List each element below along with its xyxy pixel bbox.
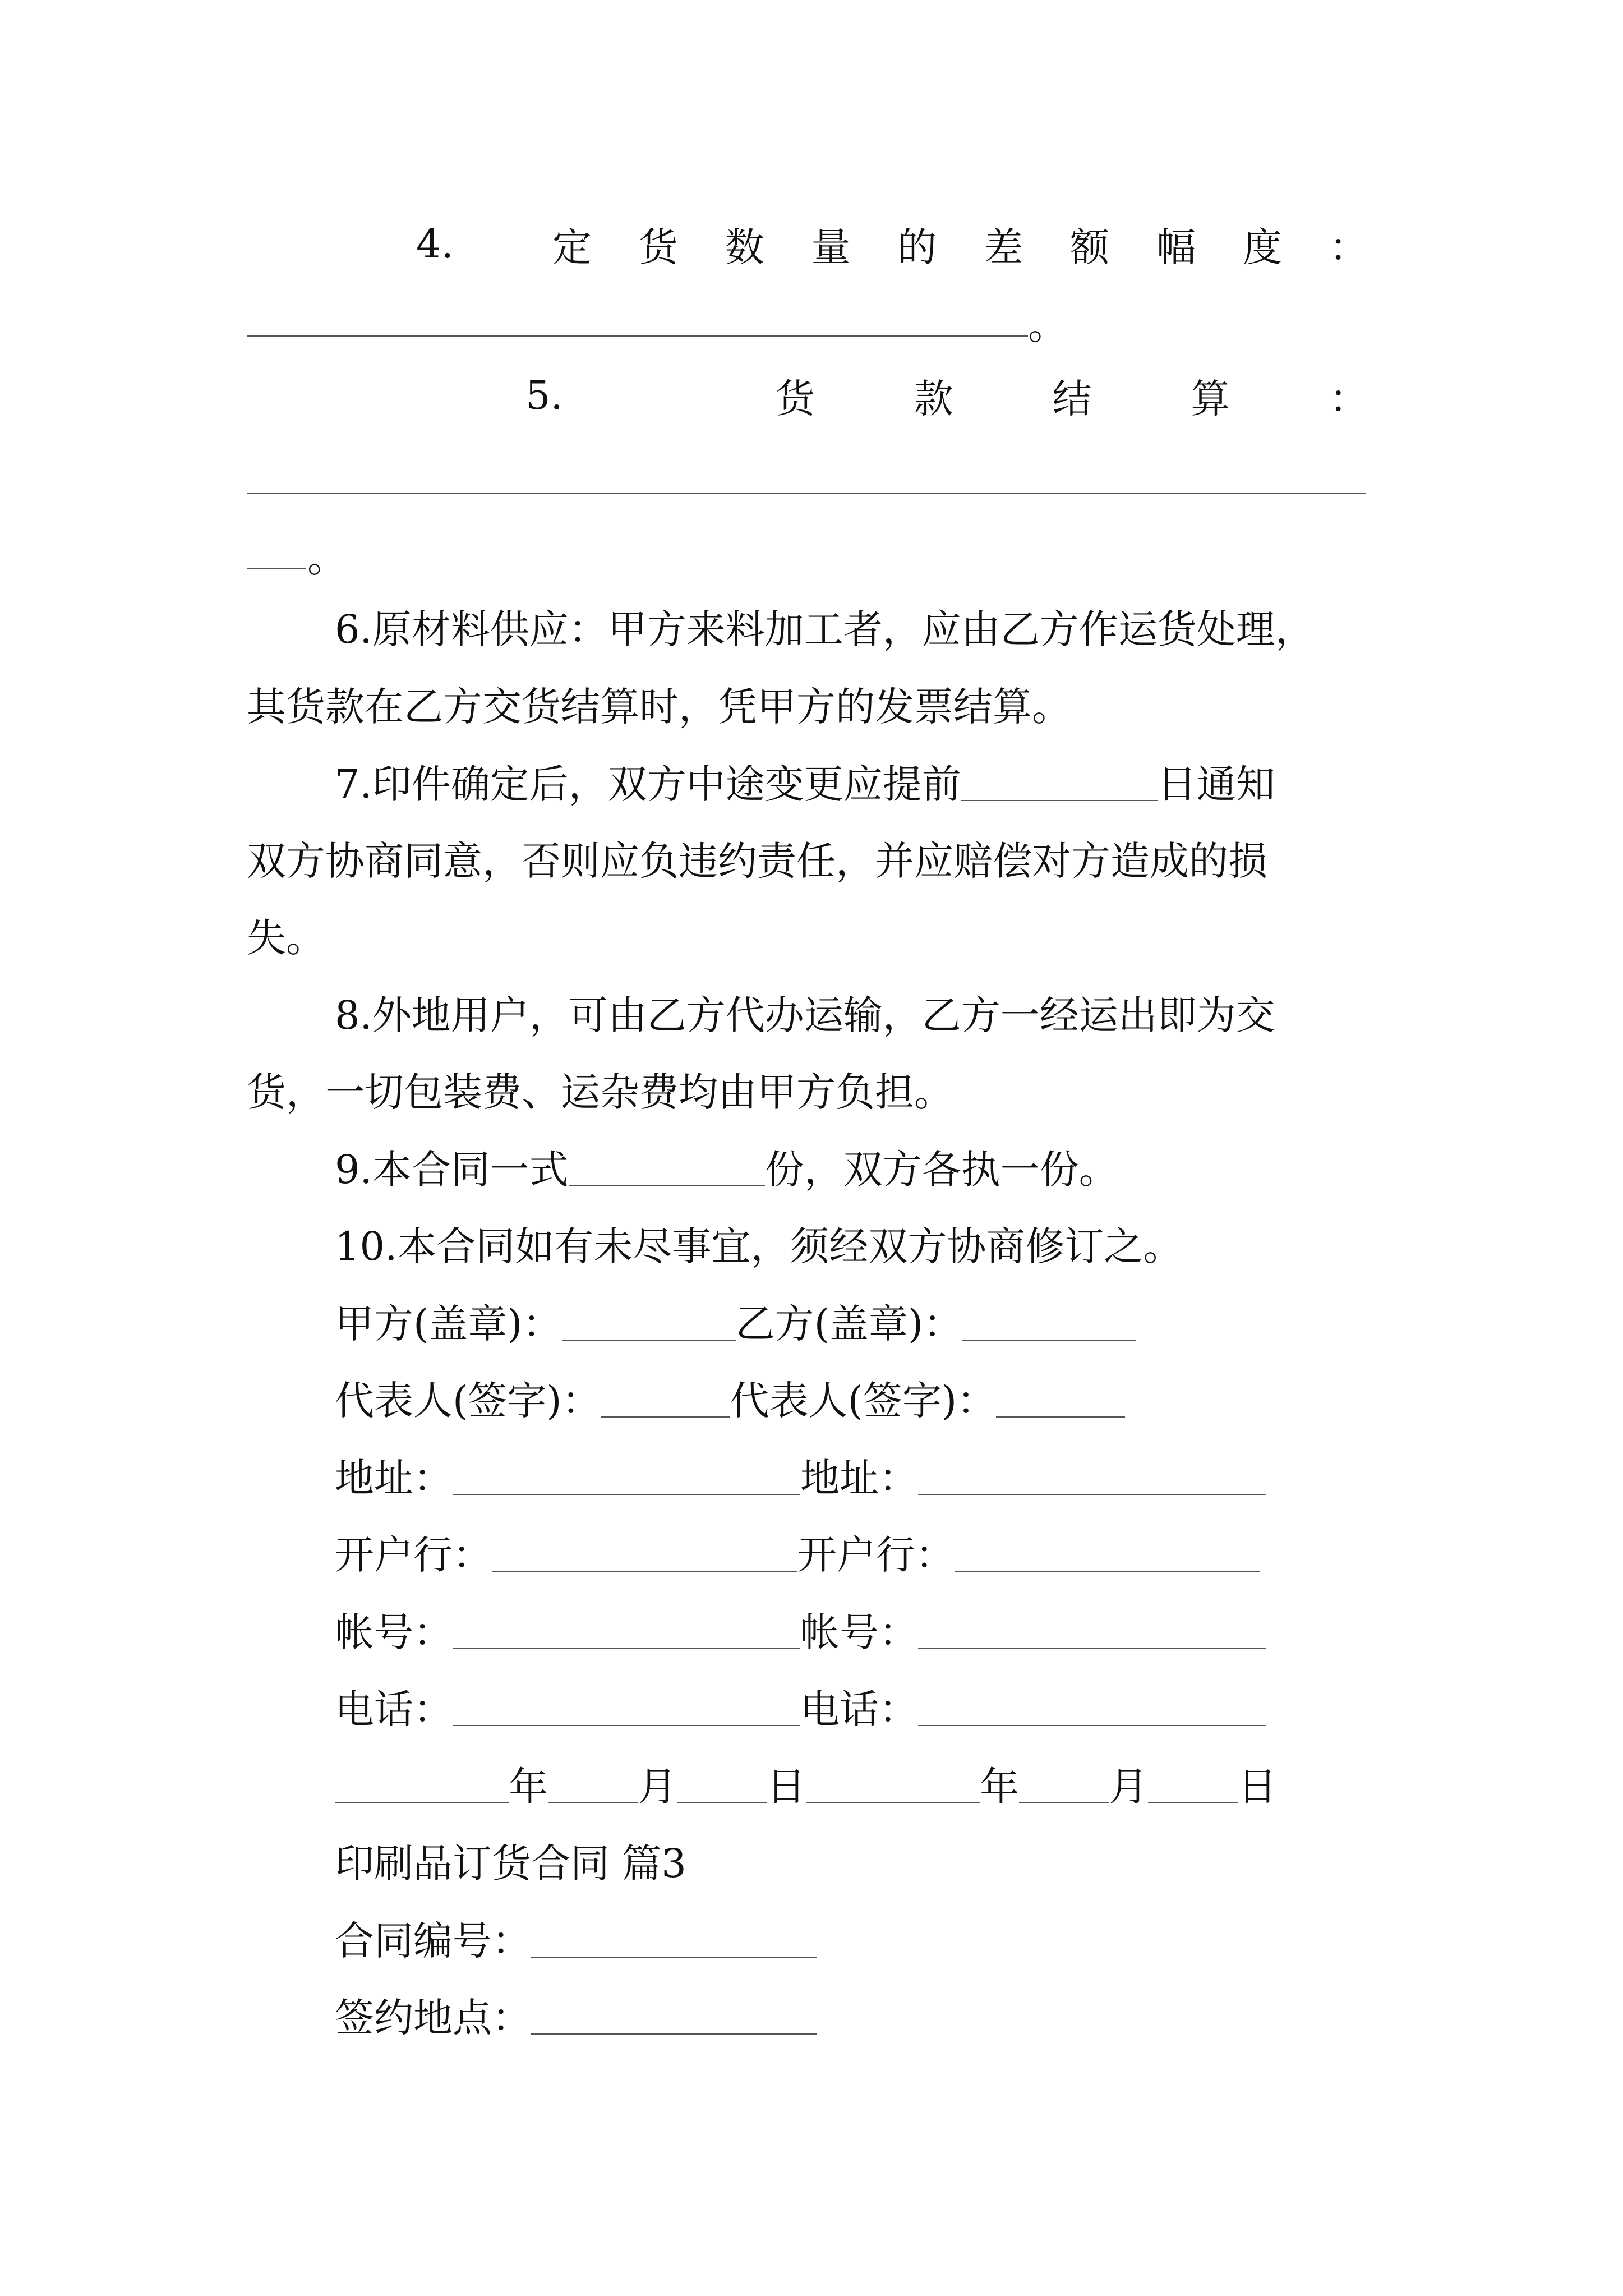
item4-char-2: 数: [725, 224, 764, 270]
section-title: 印刷品订货合同 篇3: [335, 1841, 686, 1887]
party-a-seal-label: 甲方(盖章)：: [335, 1301, 562, 1347]
party-b-bank-label: 开户行：: [797, 1532, 955, 1578]
item4-char-4: 的: [897, 224, 937, 270]
party-b-phone-label: 电话：: [800, 1686, 918, 1732]
item8-line1: 8.外地用户，可由乙方代办运输，乙方一经运出即为交: [335, 992, 1275, 1038]
item7-text-b: 日通知: [1157, 761, 1275, 807]
party-seal-row: [335, 1296, 1136, 1352]
party-a-rep-blank: [601, 1373, 730, 1418]
party-a-phone-blank: [453, 1681, 800, 1726]
party-a-address-label: 地址：: [335, 1455, 453, 1501]
representative-row: [335, 1373, 1125, 1429]
sign-place-blank: [531, 1990, 817, 2035]
party-b-bank-blank: [955, 1527, 1260, 1572]
date-row: [335, 1759, 1277, 1815]
item4-title: [552, 210, 1368, 278]
item5-char-2: 结: [1052, 375, 1092, 422]
item4-char-3: 量: [811, 224, 851, 270]
party-b-month-label: 月: [1109, 1764, 1148, 1810]
item4-period: 。: [1028, 302, 1067, 348]
phone-row: [335, 1681, 1266, 1737]
contract-number-label: 合同编号：: [335, 1918, 531, 1964]
contract-number-blank: [531, 1913, 817, 1958]
party-a-account-blank: [453, 1604, 800, 1649]
party-a-seal-blank: [562, 1296, 736, 1341]
sign-place-label: 签约地点：: [335, 1995, 531, 2041]
party-a-account-label: 帐号：: [335, 1609, 453, 1655]
item10-line: 10.本合同如有未尽事宜，须经双方协商修订之。: [335, 1223, 1183, 1269]
item9-text-a: 9.本合同一式: [335, 1147, 569, 1193]
party-b-address-label: 地址：: [800, 1455, 918, 1501]
item5-number: 5.: [525, 372, 563, 418]
item6-line1: 6.原材料供应：甲方来料加工者，应由乙方作运货处理，: [335, 606, 1315, 652]
party-b-seal-label: 乙方(盖章)：: [735, 1301, 963, 1347]
party-b-month-blank: [1019, 1759, 1109, 1803]
item4-char-7: 幅: [1156, 224, 1196, 270]
item5-blank-line2: [247, 568, 306, 569]
item9-line: [335, 1142, 1118, 1198]
party-a-bank-blank: [492, 1527, 797, 1572]
party-a-bank-label: 开户行：: [335, 1532, 492, 1578]
party-b-account-blank: [918, 1604, 1266, 1649]
party-b-day-blank: [1148, 1759, 1238, 1803]
party-a-rep-label: 代表人(签字)：: [335, 1378, 601, 1424]
account-row: [335, 1604, 1266, 1660]
item7-line3: 失。: [247, 915, 325, 961]
item9-text-b: 份，双方各执一份。: [764, 1147, 1118, 1193]
item4-char-8: 度: [1243, 224, 1282, 270]
contract-number-row: [335, 1913, 817, 1969]
item5-period: 。: [307, 535, 347, 581]
party-a-day-blank: [677, 1759, 767, 1803]
item8-line2: 货，一切包装费、运杂费均由甲方负担。: [247, 1069, 953, 1115]
item5-blank-line1: [247, 493, 1366, 494]
item4-blank: [247, 335, 1028, 337]
item5-title: [776, 362, 1368, 429]
item7-days-blank: [961, 756, 1158, 801]
party-b-rep-blank: [996, 1373, 1125, 1418]
item6-line2: 其货款在乙方交货结算时，凭甲方的发票结算。: [247, 684, 1071, 730]
item4-char-0: 定: [552, 224, 592, 270]
sign-place-row: [335, 1990, 817, 2046]
party-b-rep-label: 代表人(签字)：: [730, 1378, 997, 1424]
item4-char-6: 额: [1070, 224, 1110, 270]
party-a-phone-label: 电话：: [335, 1686, 453, 1732]
party-b-address-blank: [918, 1450, 1266, 1495]
item5-char-1: 款: [914, 375, 953, 422]
address-row: [335, 1450, 1266, 1506]
party-b-phone-blank: [918, 1681, 1266, 1726]
party-a-day-label: 日: [767, 1764, 806, 1810]
party-b-account-label: 帐号：: [800, 1609, 918, 1655]
party-a-year-blank: [335, 1759, 509, 1803]
party-b-year-label: 年: [980, 1764, 1019, 1810]
item4-char-1: 货: [638, 224, 678, 270]
item5-char-4: ：: [1329, 375, 1368, 422]
party-a-address-blank: [453, 1450, 800, 1495]
party-a-month-label: 月: [638, 1764, 677, 1810]
party-b-year-blank: [806, 1759, 980, 1803]
item7-text-a: 7.印件确定后，双方中途变更应提前: [335, 761, 961, 807]
item4-number: 4.: [416, 221, 454, 267]
item7-line2: 双方协商同意，否则应负违约责任，并应赔偿对方造成的损: [247, 838, 1267, 884]
item7-line1: [335, 756, 1275, 812]
item9-copies-blank: [569, 1142, 765, 1186]
item5-char-0: 货: [776, 375, 815, 422]
item4-char-9: ：: [1329, 224, 1368, 270]
party-a-month-blank: [548, 1759, 638, 1803]
bank-row: [335, 1527, 1260, 1583]
party-b-day-label: 日: [1238, 1764, 1277, 1810]
item5-char-3: 算: [1191, 375, 1230, 422]
party-a-year-label: 年: [509, 1764, 548, 1810]
item4-char-5: 差: [984, 224, 1023, 270]
party-b-seal-blank: [962, 1296, 1136, 1341]
